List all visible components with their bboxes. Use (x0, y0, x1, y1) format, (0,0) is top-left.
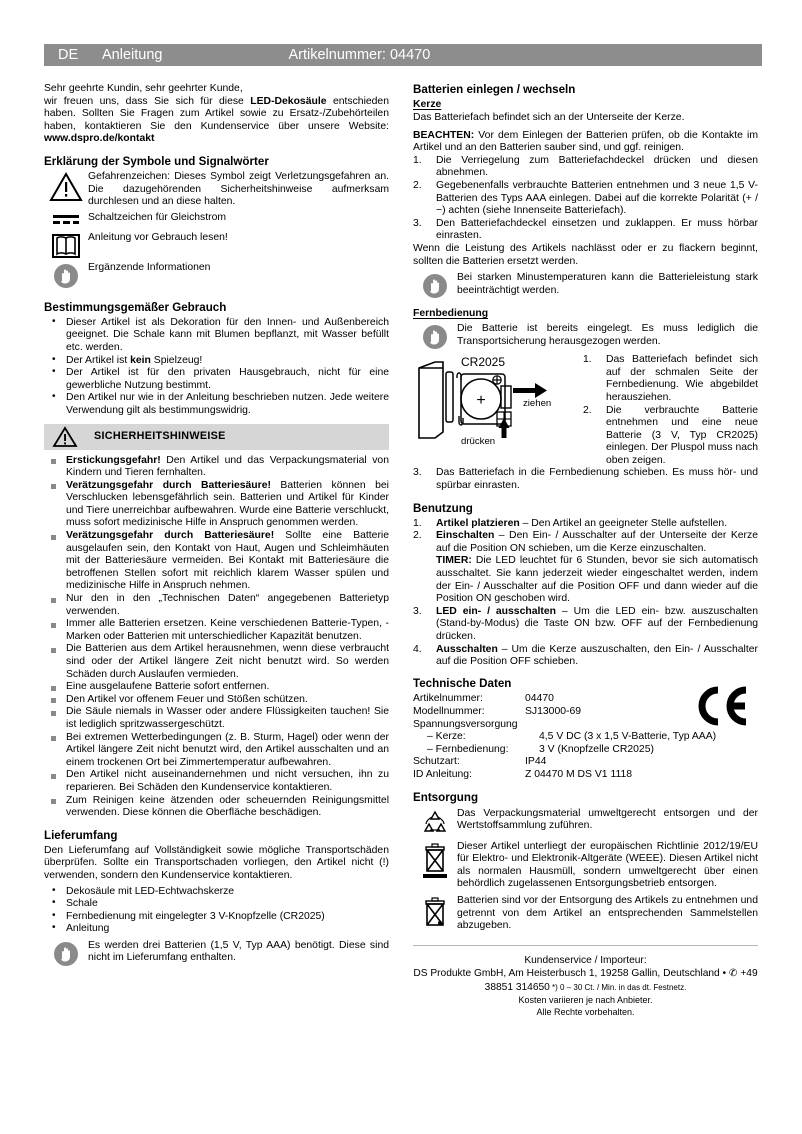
list-item: Immer alle Batterien ersetzen. Keine verschiedenen Batterie-Typen, -Marken oder Batterien mit unterschiedlicher Kapazität benutzen. (44, 618, 389, 643)
warning-triangle-icon (52, 426, 78, 448)
recycling-icon (413, 808, 457, 837)
direct-current-icon (44, 212, 88, 229)
disposal-packaging-row (413, 808, 758, 837)
tech-key: Spannungsversorgung (413, 718, 518, 730)
pull-label: ziehen (523, 398, 552, 410)
tech-value: SJ13000-69 (525, 705, 582, 717)
service-label: Kundenservice / Importeur: (524, 954, 647, 966)
remote-steps-list (583, 354, 758, 467)
hand-note-icon (413, 323, 457, 350)
cold-note-text: Bei starken Minustemperaturen kann die Batterieleistung stark beeinträchtigt werden. (457, 272, 758, 296)
attention-note: BEACHTEN: Vor dem Einlegen der Batterien prüfen, ob die Kontakte im Artikel und an den Batterien sauber sind, und ggf. reinigen. (413, 129, 758, 154)
symbol-label: Anleitung vor Gebrauch lesen! (88, 231, 228, 243)
safety-banner (44, 424, 389, 450)
right-column (413, 83, 758, 1018)
disposal-packaging-text: Das Verpackungsmaterial umweltgerecht entsorgen und der Wertstoffsammlung zuführen. (457, 807, 758, 832)
list-item: • Dekosäule mit LED-Echtwachskerze (44, 886, 389, 899)
symbols-heading: Erklärung der Symbole und Signalwörter (44, 154, 269, 168)
rights-note: Alle Rechte vorbehalten. (536, 1006, 635, 1017)
battery-heading: Batterien einlegen / wechseln (413, 83, 576, 96)
disposal-weee-row (413, 841, 758, 891)
list-item: Zum Reinigen keine ätzenden oder scheuernden Reinigungsmittel verwenden. Diese können die Oberfläche beschädigen. (44, 795, 389, 820)
tech-value: 04470 (525, 693, 554, 705)
list-item: • Dieser Artikel ist als Dekoration für den Innen- und Außenbereich geeignet. Die Schale kann mit Blumen bepflanzt, mit Wasser befüllt etc. werden. (44, 317, 389, 355)
list-item: • Den Artikel nur wie in der Anleitung beschrieben nutzen. Jede weitere Verwendung gilt als bestimmungswidrig. (44, 392, 389, 417)
tech-key: – Kerze: (427, 731, 466, 743)
tech-row (413, 769, 758, 782)
symbol-row (44, 232, 389, 259)
scope-intro: Den Lieferumfang auf Vollständigkeit sowie mögliche Transportschäden überprüfen. Sollte ein Transportschaden vorliegen, den Artikel nicht (!) verwenden, sondern den Kundenservice kontaktieren. (44, 844, 389, 881)
remote-steps-continued (413, 467, 758, 492)
safety-banner-label: SICHERHEITSHINWEISE (94, 430, 226, 443)
scope-heading: Lieferumfang (44, 828, 118, 842)
candle-after-note: Wenn die Leistung des Artikels nachlässt oder er zu flackern beginnt, sollten die Batterien ersetzt werden. (413, 242, 758, 267)
safety-list (44, 455, 389, 820)
list-item: Die verbrauchte Batterie entnehmen und eine neue Batterie (3 V, Typ CR2025) einlegen. Der Pluspol muss nach oben zeigen. (606, 404, 758, 466)
list-item: Gegebenenfalls verbrauchte Batterien entnehmen und 3 neue 1,5 V-Batterien des Typs AAA einlegen. Dabei auf die korrekte Polarität (+ / −) achten (siehe Innenseite Batteriefach). (436, 179, 758, 217)
symbol-row (44, 171, 389, 209)
list-item: Einschalten – Den Ein- / Ausschalter auf der Unterseite der Kerze auf die Position ON schieben, um die Kerze einzuschalten. TIMER: Die LED leuchtet für 6 Stunden, bevor sie sich automatisch ausschaltet. Sie kann jederzeit wieder eingeschaltet werden, indem der Ein- / Ausschalter auf die Position OFF und dann wieder auf die Position ON geschoben wird. (436, 530, 758, 605)
cost-note: Kosten variieren je nach Anbieter. (518, 994, 653, 1005)
list-item: Verätzungsgefahr durch Batteriesäure! Batterien können bei Verschlucken lebensgefährlich sein. Batterien und Artikel für Kinder und Tiere unerreichbar aufbewahren. Wurde eine Batterie verschluckt, muss sofort medizinische Hilfe in Anspruch genommen werden. (44, 480, 389, 530)
remote-battery-diagram (413, 354, 583, 450)
scope-list (44, 886, 389, 936)
push-label: drücken (461, 436, 496, 448)
list-item: Artikel platzieren – Den Artikel an geeigneter Stelle aufstellen. (436, 517, 728, 529)
tech-row (413, 731, 758, 744)
list-item: Das Batteriefach befindet sich auf der schmalen Seite der Fernbedienung. Wie abgebildet herausziehen. (606, 354, 758, 403)
scope-note-text: Es werden drei Batterien (1,5 V, Typ AAA) benötigt. Diese sind nicht im Lieferumfang enthalten. (88, 939, 389, 964)
technical-data-section (413, 678, 758, 782)
tech-value: 3 V (Knopfzelle CR2025) (539, 743, 654, 755)
intended-use-list (44, 317, 389, 418)
language-code: DE (58, 47, 79, 63)
battery-type-label: CR2025 (461, 355, 506, 370)
remote-note (413, 323, 758, 350)
page-footer (413, 945, 758, 1018)
list-item: Den Artikel vor offenem Feuer und Stößen schützen. (44, 694, 389, 707)
document-title: Anleitung (102, 47, 163, 63)
intended-use-heading: Bestimmungsgemäßer Gebrauch (44, 300, 227, 314)
scope-note (44, 940, 389, 967)
article-number: Artikelnummer: 04470 (288, 47, 431, 63)
content-columns (44, 83, 762, 1018)
cold-temperature-note (413, 272, 758, 299)
symbol-label: Ergänzende Informationen (88, 261, 211, 273)
list-item: Verätzungsgefahr durch Batteriesäure! Sollte eine Batterie ausgelaufen sein, den Kontakt von Haut, Augen und Schleimhäuten mit der Batteriesäure vermeiden. Bei Kontakt mit Batteriesäure die betroffenen Stellen sofort mit reichlich klarem Wasser spülen und medizinische Hilfe in Anspruch nehmen. (44, 530, 389, 593)
list-item: Das Batteriefach in die Fernbedienung schieben. Es muss hör- und spürbar einrasten. (436, 467, 758, 492)
list-item: Die Säule niemals in Wasser oder andere Flüssigkeiten tauchen! Sie ist lediglich spritzwassergeschützt. (44, 706, 389, 731)
tech-heading: Technische Daten (413, 676, 512, 690)
tech-key: Schutzart: (413, 756, 460, 768)
footer-divider (413, 945, 758, 946)
list-item: • Der Artikel ist kein Spielzeug! (44, 355, 389, 368)
usage-heading: Benutzung (413, 501, 473, 515)
tech-key: – Fernbedienung: (427, 743, 509, 755)
list-item: Eine ausgelaufene Batterie sofort entfernen. (44, 681, 389, 694)
remote-note-text: Die Batterie ist bereits eingelegt. Es muss lediglich die Transportsicherung herausgezogen werden. (457, 323, 758, 347)
disposal-battery-row (413, 895, 758, 933)
disposal-weee-text: Dieser Artikel unterliegt der europäischen Richtlinie 2012/19/EU für Elektro- und Elektronik-Altgeräte (WEEE). Diesen Artikel nicht als normalen Hausmüll, sondern umweltgerecht über einen behördlich zugelassenen Entsorgungsbetrieb entsorgen. (457, 840, 758, 890)
remote-steps-top (583, 354, 758, 467)
weee-bin-icon (413, 841, 457, 880)
candle-steps-list (413, 155, 758, 243)
intro-paragraph: wir freuen uns, dass Sie sich für diese LED-Dekosäule entschieden haben. Sollten Sie Fragen zum Artikel sowie zu Ersatz-/Zubehörteilen haben, kontaktieren Sie den Kundenservice über unsere Website: www.dspro.de/kontakt (44, 95, 389, 145)
battery-bin-icon (413, 895, 457, 928)
hand-note-icon (413, 272, 457, 299)
tech-key: Artikelnummer: (413, 693, 483, 705)
list-item: • Der Artikel ist für den privaten Hausgebrauch, nicht für eine gewerbliche Nutzung bestimmt. (44, 367, 389, 392)
list-item: Bei extremen Wetterbedingungen (z. B. Sturm, Hagel) oder wenn der Artikel längere Zeit nicht benutzt wird, den Artikel ausschalten und an einem trockenen Ort bei Zimmertemperatur aufbewahren. (44, 732, 389, 770)
candle-intro: Das Batteriefach befindet sich an der Unterseite der Kerze. (413, 112, 685, 123)
disposal-battery-text: Batterien sind vor der Entsorgung des Artikels zu entnehmen und getrennt von dem Artikel an entsprechenden Sammelstellen abzugeben. (457, 894, 758, 932)
symbol-label: Schaltzeichen für Gleichstrom (88, 211, 227, 223)
symbol-label: Gefahrenzeichen: Dieses Symbol zeigt Verletzungsgefahren an. Die dazugehörenden Sicherheitshinweise aufmerksam durchlesen und an diese halten. (88, 170, 389, 208)
candle-subheading: Kerze (413, 99, 442, 110)
list-item: Die Batterien aus dem Artikel herausnehmen, wenn diese verbraucht sind oder der Artikel längere Zeit nicht benutzt wird. So werden Schäden durch Auslaufen vermieden. (44, 643, 389, 681)
ce-mark-icon (694, 686, 750, 726)
tech-value: IP44 (525, 756, 547, 768)
list-item: • Anleitung (44, 923, 389, 936)
list-item: LED ein- / ausschalten – Um die LED ein- bzw. auszuschalten (Stand-by-Modus) die Taste ON bzw. OFF auf der Fernbedienung drücken. (436, 605, 758, 642)
usage-list (413, 518, 758, 669)
left-column (44, 83, 389, 1018)
list-item: • Fernbedienung mit eingelegter 3 V-Knopfzelle (CR2025) (44, 911, 389, 924)
read-manual-icon (44, 232, 88, 259)
disposal-heading: Entsorgung (413, 790, 479, 804)
list-item: Ausschalten – Um die Kerze auszuschalten, den Ein- / Ausschalter auf die Position OFF schieben. (436, 643, 758, 668)
list-item: Die Verriegelung zum Batteriefachdeckel drücken und diesen abnehmen. (436, 154, 758, 179)
remote-subheading: Fernbedienung (413, 308, 489, 320)
symbol-row (44, 212, 389, 229)
tech-value: 4,5 V DC (3 x 1,5 V-Batterie, Typ AAA) (539, 731, 717, 743)
hand-note-icon (44, 262, 88, 289)
tech-key: Modellnummer: (413, 705, 485, 717)
phone-icon: ✆ (728, 968, 738, 980)
page-header-bar (44, 44, 762, 66)
symbol-row (44, 262, 389, 289)
svg-text:+: + (476, 392, 486, 410)
hand-note-icon (44, 940, 88, 967)
tech-row (413, 744, 758, 757)
tech-value: Z 04470 M DS V1 1118 (525, 768, 633, 780)
list-item: Den Artikel nicht auseinandernehmen und nicht versuchen, ihn zu reparieren. Bei Schäden den Kundenservice kontaktieren. (44, 769, 389, 794)
list-item: • Schale (44, 898, 389, 911)
list-item: Nur den in den „Technischen Daten“ angegebenen Batterietyp verwenden. (44, 593, 389, 618)
list-item: Den Batteriefachdeckel einsetzen und zuklappen. Er muss hörbar einrasten. (436, 217, 758, 242)
company-address: DS Produkte GmbH, Am Heisterbusch 1, 19258 Gallin, Deutschland • ✆ +49 38851 314650 *) 0 – 30 Ct. / Min. in das dt. Festnetz. (413, 968, 758, 993)
intro-greeting: Sehr geehrte Kundin, sehr geehrter Kunde, (44, 83, 243, 94)
tech-row (413, 756, 758, 769)
tech-key: ID Anleitung: (413, 768, 472, 780)
warning-triangle-icon (44, 171, 88, 202)
list-item: Erstickungsgefahr! Den Artikel und das Verpackungsmaterial von Kindern und Tieren fernhalten. (44, 455, 389, 480)
remote-battery-figure-block (413, 354, 758, 467)
